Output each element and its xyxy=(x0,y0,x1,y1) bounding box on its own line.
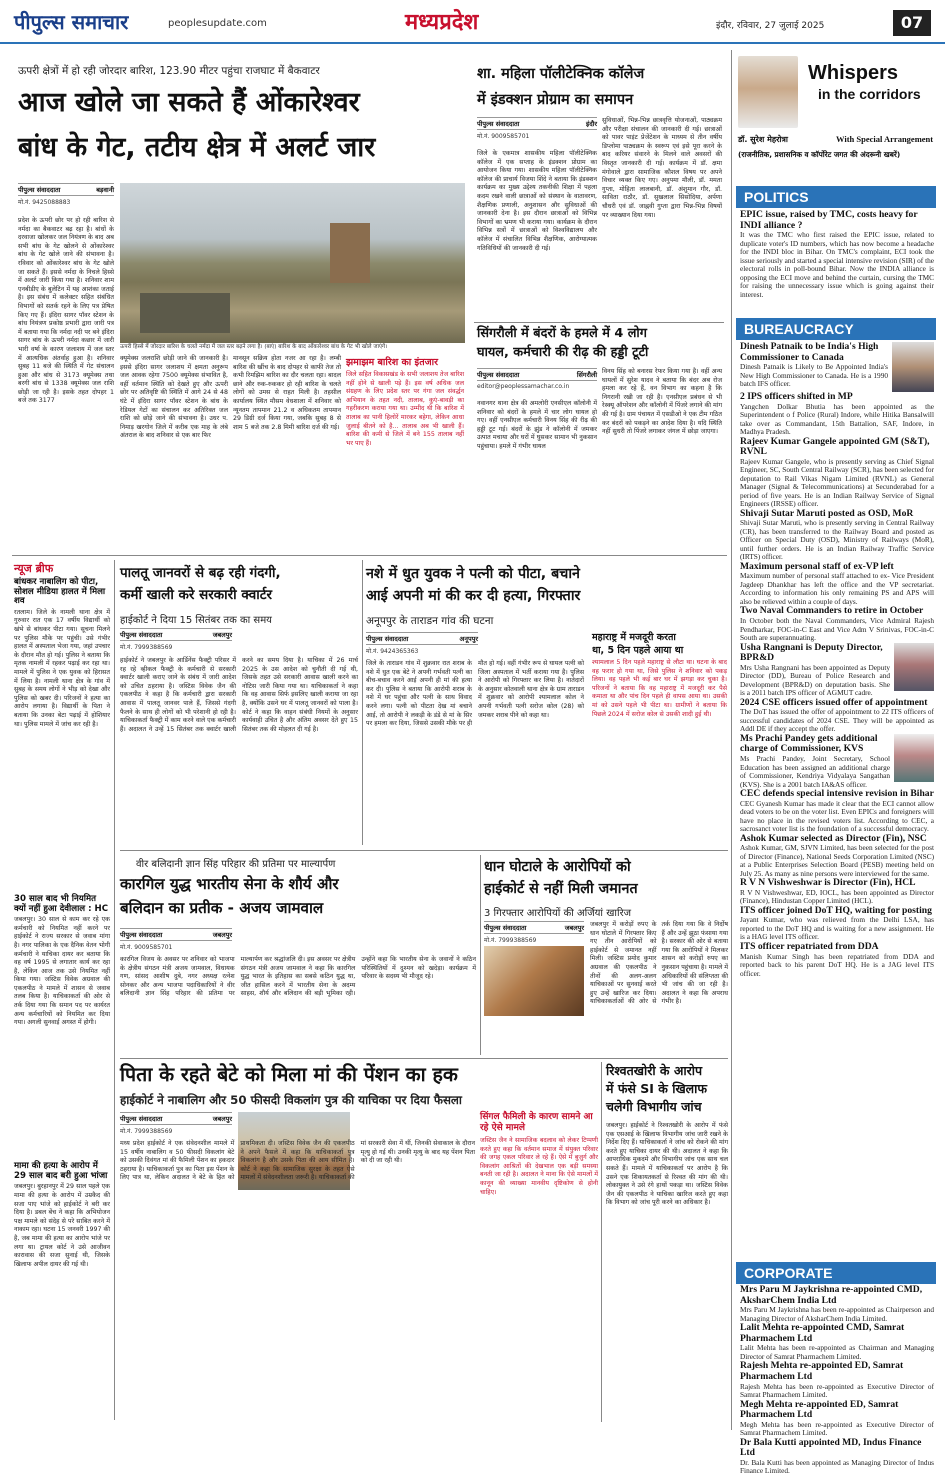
bureaucracy-item: 2024 CSE officers issued offer of appointment The DoT has issued the offer of appointment to 22 ITS officers of successful candidates of 2024 CSE. They will be appointed as Addl DE if they accept the offer. xyxy=(740,696,934,734)
bureaucracy-item: CEC defends special intensive revision in Bihar CEC Gyanesh Kumar has made it clear that the ECI cannot allow dead voters to be on the voter list. Even EPICs and foreigners will have no place in the revised voters list. According to CEC, a sacrosanct voter list is the foundation of a successful democracy. xyxy=(740,788,934,834)
masthead xyxy=(0,0,945,44)
whispers-title-1: Whispers xyxy=(808,62,899,84)
politics-list xyxy=(740,210,934,310)
whispers-header xyxy=(736,50,936,180)
drunk-side-headline-1: महाराष्ट्र में मजदूरी करता xyxy=(592,632,676,643)
byline: पीपुल्स संवाददाता बड़वानी xyxy=(18,183,114,196)
pets-byline-block: पीपुल्स संवाददाता जबलपुर मो.नं. 7999388569 xyxy=(120,628,232,653)
bureaucracy-item: ITS officer joined DoT HQ, waiting for posting Jayant Kumar, who was relieved from the Delhi LSA, has reported to the DoT HQ and is waiting for a new assignment. He is a HAG level ITS officer. xyxy=(740,904,934,942)
gavel-photo xyxy=(484,946,584,1016)
drunk-headline-1: नशे में धुत युवक ने पत्नी को पीटा, बचाने xyxy=(366,566,580,582)
temple-shape xyxy=(330,223,370,283)
pension-subhead: हाईकोर्ट ने नाबालिग और 50 फीसदी विकलांग पुत्र की याचिका पर दिया फैसला xyxy=(120,1093,462,1107)
scam-headline-1: धान घोटाले के आरोपियों को xyxy=(484,859,631,875)
martyr-byline-block: पीपुल्स संवाददाता जबलपुर मो.नं. 9009585701 xyxy=(120,928,232,953)
poly-headline-2: में इंडक्शन प्रोग्राम का समापन xyxy=(477,92,634,108)
poly-headline-1: शा. महिला पॉलीटेक्निक कॉलेज xyxy=(477,66,645,82)
martyr-top: वीर बलिदानी ज्ञान सिंह परिहार की प्रतिमा पर माल्यार्पण xyxy=(136,859,336,870)
drunk-byline-block: पीपुल्स संवाददाता अनूपपुर मो.नं. 9424365363 xyxy=(366,632,478,657)
pension-headline: पिता के रहते बेटे को मिला मां की पेंशन का हक xyxy=(120,1063,458,1086)
bureaucracy-item: ITS officer repatriated from DDA Manish Kumar Singh has been repatriated from DDA and reported back to his parent DoT HQ. He is a JAG level ITS officer. xyxy=(740,940,934,978)
rain-box xyxy=(346,355,464,547)
drunk-subhead: अनूपपुर के ताराडन गांव की घटना xyxy=(366,615,494,627)
pension-byline-block: पीपुल्स संवाददाता जबलपुर मो.नं. 7999388569 xyxy=(120,1112,232,1137)
drunk-sidebar xyxy=(592,630,727,845)
bureaucracy-item: Rajeev Kumar Gangele appointed GM (S&T), RVNL Rajeev Kumar Gangele, who is presently serving as Chief Signal Engineer, SC, South Central Railway (SCR), has been selected for deputation to Rail Vikas Nigam Limited (RVNL) as General Manager (Signal & Telecommunications) at Secunderabad for a period of five years. He is an Indian Railway Service of Signal Engineers (IRSSE) officer. xyxy=(740,435,934,509)
poly-col1: जिले के एकमात्र शासकीय महिला पॉलीटेक्निक कॉलेज में एक सप्ताह के इंडक्शन प्रोग्राम का आयोजन किया गया। शासकीय महिला पॉलीटेक्निक कॉलेज की प्राचार्य विजया शिंदे ने बताया कि इंडक्शन कार्यक्रम का मुख्य उद्देश्य तकनीकी शिक्षा में पहला कदम रखने वाली छात्राओं को संस्थान के वातावरण, शैक्षणिक प्रणाली, अनुशासन और सुविधाओं की जानकारी देना है। इस दौरान छात्राओं को विभिन्न विभागों का भ्रमण भी कराया गया। कार्यक्रम के दौरान विभिन्न सत्रों में छात्राओं को विश्वविद्यालय और कॉलेज में संचालित विभिन्न शैक्षणिक, आरोग्यात्मक गतिविधियों की जानकारी दी गई। xyxy=(477,150,597,252)
lead-body-col2: क्यूमेक्स जलराशि छोड़ी जाने की जानकारी है। इससे इंदिरा सागर जलाशय में क्षमता अनुरूप जल आवक रहेगा 7500 क्यूमेक्स संभावित है, वहीं वर्तमान स्थिति को देखते हुए और ऊपरी छोर पर अतिवृष्टि की स्थिति में आगे 24 से 48 घंटे में इंदिरा सागर पॉवर स्टेशन के बांध के रेडियल गेटों का संचालन कर अतिरिक्त जल राशि को छोड़े जाने की संभावना है। उधर प. निमाड़ खरगोन जिले में करीब एक माह के लंबे अंतराल के बाद शनिवार से एक बार फिर xyxy=(120,355,228,440)
newsbrief-label: न्यूज ब्रीफ xyxy=(14,562,54,575)
scam-byline-block: पीपुल्स संवाददाता जबलपुर मो.नं. 7999388569 xyxy=(484,921,584,946)
brief-headline-3: मामा की हत्या के आरोप में 29 साल बाद बरी हुआ भांजा xyxy=(14,1161,108,1181)
officer-photo xyxy=(894,643,934,691)
dateline: इंदौर, रविवार, 27 जुलाई 2025 xyxy=(716,21,825,31)
lead-headline-2: बांध के गेट, तटीय क्षेत्र में अलर्ट जार xyxy=(18,132,376,163)
corporate-item: Rajesh Mehta re-appointed ED, Samrat Pharmachem Ltd Rajesh Mehta has been re-appointed as Executive Director of Samrat Pharmachem Limited. xyxy=(740,1360,934,1400)
mobile: मो.नं. 9425088883 xyxy=(18,199,71,206)
bribe-headline-3: चलेगी विभागीय जांच xyxy=(606,1099,702,1114)
brief-headline-1: बांधकर नाबालिग को पीटा, सोशल मीडिया हालत में मिला शव xyxy=(14,577,106,607)
whispers-special: With Special Arrangement xyxy=(836,134,934,144)
corporate-item: Mrs Paru M Jaykrishna re-appointed CMD, AksharChem India Ltd Mrs Paru M Jaykrishna has been re-appointed as Chairperson and Managing Director of AksharChem India Limited. xyxy=(740,1284,934,1323)
politics-label: POLITICS xyxy=(736,186,936,208)
bureaucracy-item: Shivaji Sutar Maruti posted as OSD, MoR Shivaji Sutar Maruti, who is presently serving in Central Railway (CR), has been transferred to the Railway Board and posted as Officer on Special Duty (OSD), Ministry of Railways (MoR), until further orders. He is an Indian Railway Traffic Service (IRTS) officer. xyxy=(740,507,934,562)
pension-box xyxy=(480,1112,598,1422)
whispers-tagline: (राजनीतिक, प्रशासनिक व कॉर्पोरेट जगत की अंदरूनी खबरें) xyxy=(738,150,901,159)
page-number: 07 xyxy=(893,10,931,36)
bureaucracy-item: Two Naval Commanders to retire in October In October both the Naval Commanders, Vice Admiral Rajesh Pendharkar, FOC-in-C East and Vice Adm V Srinivas, FOC-in-C South are superannuating. xyxy=(740,605,934,643)
author-photo xyxy=(738,56,798,128)
corporate-item: Dr Bala Kutti appointed MD, Indus Finance Ltd Dr. Bala Kutti has been appointed as Managing Director of Indus Finance Limited. xyxy=(740,1436,934,1476)
bureaucracy-item: Maximum personal staff of ex-VP left Maximum number of personal staff attached to ex- Vice President Jagdeep Dhankhar has left the office and the VP secretariat. According to information his only remaining PS and APS will also be relieved within a couple of days. xyxy=(740,560,934,606)
drunk-headline-2: आई अपनी मां की कर दी हत्या, गिरफ्तार xyxy=(366,588,581,604)
lead-photo xyxy=(120,183,465,343)
lead-body-col1: प्रदेश के ऊपरी छोर पर हो रही बारिश से नर्मदा का बैकवाटर बढ़ रहा है। बांधों के दरवाजा खोलकर जल नियंत्रण के बाद अब सभी बांध के गेट खोलने से ओंकारेश्वर बांध के गेट खोले जाने की संभावना है। रविवार को ओंकारेश्वर बांध के गेट खोले जा सकते हैं। इससे नर्मदा के निचले हिस्से में अलर्ट जारी किया गया है। शनिवार शाम एनबीडीए के बुलेटिन में यह आशंका जताई है। इस संबंध में कलेक्टर सहित संबंधित विभागों को सतर्क रहने के लिए पत्र प्रेषित किए गए हैं। इंदिरा सागर पॉवर स्टेशन के बांध नियंत्रण प्रकोष्ठ प्रभारी द्वारा जारी पत्र में बताया गया कि नर्मदा नदी पर बने इंदिरा सागर बांध के ऊपरी नर्मदा कछार में जारी भारी वर्षा के कारण जलाशय में जल स्तर में आत्यधिक अंतर्वाह हुआ है। शनिवार सुबह 11 बजे की स्थिति में गेट संचालन हुआ और बांध से 3173 क्यूमेक्स तथा बरगी बांध से 1338 क्यूमेक्स जल राशि छोड़ी जा रही है। इसके तहत दोपहर 1 बजे तक 3177 xyxy=(18,217,114,405)
politics-item-text: It was the TMC who first raised the EPIC issue, related to duplicate voter's ID numbers, which has now become a headache for the INDI bloc in Bihar. On TMC's complaint, ECI took the issue seriously and started a special intensive revision (SIR) of the electoral rolls in poll-bound Bihar. Now the INDIA alliance is opposing the ECI move and behind the curtain, cursing the TMC for raising the unnecessary issue which is going against their interest. xyxy=(740,230,934,299)
section-title: मध्यप्रदेश xyxy=(405,10,479,35)
monkey-col2: विनय सिंह को बनारस रेफर किया गया है। वहीं अन्य घायलों में सुरेश यादव ने बताया कि बंदर अब रोज हमला कर रहे हैं, वन विभाग का कहना है कि निगरानी रखी जा रही है। एनसीएल प्रबंधन से भी रेस्क्यू ऑपरेशन और कॉलोनी में पिंजरे लगाने की मांग की गई है। ग्राम पंचायत में एसडीओ ने एक टीम गठित कर बंदरों को पकड़ने का आदेश दिया है। यदि स्थिति नहीं सुधरी तो पिंजरे लगाकर जंगल में छोड़ा जाएगा। xyxy=(602,368,722,436)
corporate-label: CORPORATE xyxy=(736,1262,936,1284)
brief-text-1: रतलाम। जिले के नामली थाना क्षेत्र में गुरुवार रात एक 17 वर्षीय विद्यार्थी को खंभे से बांधकर पीटा गया। सूचना मिलने पर पुलिस मौके पर पहुंची। उसे गंभीर हालत में अस्पताल भेजा गया, जहां उपचार के दौरान मौत हो गई। पुलिस ने बताया कि मृतक नामली में रहकर पढ़ाई कर रहा था। मामले में पुलिस ने एक युवक को हिरासत में लिया है। नामली थाना क्षेत्र के गांव में सुबह के समय लोगों ने भीड़ को देखा और पुलिस को खबर दी। परिजनों ने हत्या का आरोप लगाया है। विद्यार्थी के पिता ने बताया कि उनका बेटा पढ़ाई में होशियार था। पुलिस मामले में जांच कर रही है। xyxy=(14,608,110,728)
pension-body: मध्य प्रदेश हाईकोर्ट ने एक संवेदनशील मामले में 15 वर्षीय नाबालिग व 50 फीसदी विकलांग बेटे को उसकी दिवंगत मां की फैमिली पेंशन का हकदार ठहराया है। याचिकाकर्ता पुत्र का पिता इस पेंशन के लिए पात्र था, लेकिन अदालत ने बेटे के हित को प्राथमिकता दी। जस्टिस विवेक जैन की एकलपीठ ने अपने फैसले में कहा कि याचिकाकर्ता पुत्र विकलांग है और उसके पिता की आय सीमित है। कोर्ट ने कहा कि सामाजिक सुरक्षा के तहत ऐसे मामलों में संवेदनशीलता जरूरी है। याचिकाकर्ता की मां सरकारी सेवा में थीं, जिनकी सेवाकाल के दौरान मृत्यु हो गई थी। उनकी मृत्यु के बाद यह पेंशन पिता को दी जा रही थी। xyxy=(120,1140,475,1182)
lead-kicker: ऊपरी क्षेत्रों में हो रही जोरदार बारिश, 123.90 मीटर पहुंचा राजघाट में बैकवाटर xyxy=(18,65,320,77)
pension-box-body: जस्टिस जैन ने सामाजिक बदलाव को लेकर टिप्पणी करते हुए कहा कि वर्तमान समाज में संयुक्त परिवार की जगह एकल परिवार ले रहे हैं। ऐसे में बुजुर्ग और विकलांग आश्रितों की देखभाल एक बड़ी समस्या बनती जा रही है। अदालत ने माना कि ऐसे मामलों में कानून की व्याख्या मानवीय दृष्टिकोण से होनी चाहिए। xyxy=(480,1137,598,1196)
lead-body-col3: मानसून सक्रिय होता नजर आ रहा है। लम्बी बारिश की खींच के बाद दोपहर से काफी तेज तो कभी रिमझिम बारिश का दौर चलता रहा। बादल छाने और रुक-रुककर हो रही बारिश के चलते लोगों को उमस से राहत मिली है। तहसील कार्यालय स्थित मौसम वेधशाला में शनिवार को न्यूनतम तापमान 21.2 व अधिकतम तापमान 29 डिग्री दर्ज किया गया, जबकि सुबह 8 से शाम 5 बजे तक 2.8 मिमी बारिश दर्ज की गई। xyxy=(233,355,341,431)
pets-body: हाईकोर्ट ने जबलपुर के आर्डिनेंस फैक्ट्री परिसर में रह रहे व्हीकल फैक्ट्री के कर्मचारी से सरकारी क्वार्टर खाली कराए जाने के संबंध में जारी आदेश को उचित ठहराया है। जस्टिस विवेक जैन की एकलपीठ ने कहा है कि कर्मचारी द्वारा सरकारी आवास में पालतू जानवर पाले हैं, जिससे गंदगी फैलने के साथ ही लोगों को भी परेशानी हो रही है। याचिकाकर्ता फैक्ट्री में काम करने वाले एक कर्मचारी हैं। अदालत ने उन्हें 15 सितंबर तक क्वार्टर खाली करने का समय दिया है। याचिका में 26 मार्च 2025 के उस आदेश को चुनौती दी गई थी, जिसके तहत उसे सरकारी आवास खाली करने का नोटिस जारी किया गया था। याचिकाकर्ता ने कहा कि वह आवास सिर्फ इसलिए खाली कराया जा रहा है, क्योंकि उसने घर में पालतू जानवरों को पाला है। कोर्ट ने कहा कि वाहन संबंधी नियमों के अनुसार कार्यवाही उचित है और अंतिम अवसर देते हुए 15 सितंबर तक की मोहलत दी गई है। xyxy=(120,657,358,733)
lead-byline-block xyxy=(18,183,114,208)
bureaucracy-item: Ashok Kumar selected as Director (Fin), NSC Ashok Kumar, GM, SJVN Limited, has been selected for the post of Director (Finance), National Seeds Corporation Limited (NSC) at a Public Enterprises Selection Board (PESB) meeting held on July 25. As many as nine persons were interviewed for the same. xyxy=(740,832,934,878)
drunk-side-text: श्यामलाल 5 दिन पहले महाराष्ट्र से लौटा था। घटना के बाद वह फरार हो गया था, जिसे पुलिस ने शनिवार को पकड़ लिया। वह पहले भी कई बार घर में झगड़ा कर चुका है। परिजनों ने बताया कि वह महाराष्ट्र में मजदूरी कर पैसे कमाता था और पांच दिन पहले ही वापस आया था। उसकी मां को उसने पहले भी पीटा था। ग्रामीणों ने बताया कि पिछले 2024 में सरोज कोल से उसकी शादी हुई थी। xyxy=(592,659,727,718)
monkey-col1: नवानगर थाना क्षेत्र की अमलोरी एनसीएल कॉलोनी में शनिवार को बंदरों के हमले में चार लोग घायल हो गए। वहीं एनसीएल कर्मचारी विनय सिंह की रीढ़ की हड्डी टूट गई। बंदरों के झुंड ने कॉलोनी में जमकर उत्पात मचाया और घरों में घुसकर सामान भी नुकसान पहुंचाया। हमले में गंभीर घायल xyxy=(477,400,597,450)
politics-item-headline: EPIC issue, raised by TMC, costs heavy for INDI alliance ? xyxy=(740,209,918,231)
poly-byline-block: पीपुल्स संवाददाता इंदौर मो.नं. 9009585701 xyxy=(477,117,597,142)
scam-body: जबलपुर में करोड़ों रुपए के धान घोटाले में गिरफ्तार किए गए तीन आरोपियों को हाईकोर्ट से जमानत नहीं मिली। जस्टिस प्रमोद कुमार अग्रवाल की एकलपीठ ने तीनों की अलग-अलग याचिकाओं पर सुनवाई करते हुए उन्हें खारिज कर दिया। याचिकाकर्ताओं की ओर से तर्क दिया गया कि वे निर्दोष हैं और उन्हें झूठा फंसाया गया है। सरकार की ओर से बताया गया कि आरोपियों ने मिलकर शासन को करोड़ों रुपए का नुकसान पहुंचाया है। मामले में अधिकारियों की संलिप्तता की भी जांच की जा रही है। अदालत ने कहा कि अपराध गंभीर है। xyxy=(590,921,728,1006)
bribe-headline-2: में फंसे SI के खिलाफ xyxy=(606,1081,708,1096)
corporate-item: Megh Mehta re-appointed ED, Samrat Pharmachem Ltd Megh Mehta has been re-appointed as Executive Director of Samrat Pharmachem Limited. xyxy=(740,1398,934,1438)
martyr-headline-2: बलिदान का प्रतीक - अजय जामवाल xyxy=(120,899,324,917)
bureaucracy-item: Usha Rangnani is Deputy Director, BPR&D Mrs Usha Rangnani has been appointed as Deputy Director (DD), Bureau of Police Research and Development (BPR&D) on deputation basis. She is a 2011 batch IPS officer of AGMUT cadre. xyxy=(740,643,934,698)
pension-box-title: सिंगल फैमिली के कारण सामने आ रहे ऐसे मामले xyxy=(480,1112,593,1133)
brief-text-2: जबलपुर। 30 साल से काम कर रहे एक कर्मचारी को नियमित नहीं करने पर हाईकोर्ट ने राज्य सरकार से जवाब मांगा है। नगर पालिका के एक दैनिक वेतन भोगी कर्मचारी ने याचिका दायर कर बताया कि वह वर्ष 1995 से लगातार कार्य कर रहा है, लेकिन आज तक उसे नियमित नहीं किया गया। जस्टिस विवेक अग्रवाल की एकलपीठ ने मामले में शासन से जवाब तलब किया है। याचिकाकर्ता की ओर से तर्क दिया गया कि समान पद पर कार्यरत अन्य कर्मचारियों को नियमित कर दिया गया। अगली सुनवाई अगस्त में होगी। xyxy=(14,916,110,1027)
whispers-author: डॉ. सुरेश मेहरोत्रा xyxy=(738,135,788,144)
pets-subhead: हाईकोर्ट ने दिया 15 सितंबर तक का समय xyxy=(120,615,272,626)
scam-headline-2: हाईकोर्ट से नहीं मिली जमानत xyxy=(484,881,638,897)
rain-box-body: जिले सहित विकासखंड के सभी जलाशय तेज बारिश नहीं होने से खाली पड़े हैं। इस वर्ष अधिक जल संग्रहण के लिए प्रदेश स्तर पर गंगा जल संवर्द्धन अभियान के तहत नदी, तालाब, कुएं-बावड़ी का गहरीकरण कराया गया था। उम्मीद थी कि बारिश में तालाब का पानी हिलोरें मारकर बहेगा, लेकिन आधा जुलाई बीतने को है... तालाब अब भी खाली हैं। बारिश की कमी से जिले में बने 155 तालाब नहीं भर पाए हैं। xyxy=(346,371,464,447)
site-url[interactable]: peoplesupdate.com xyxy=(168,18,267,29)
poly-col2: सुविधाओं, भिन्न-भिन्न छात्रवृत्ति योजनाओं, पाठ्यक्रम और परीक्षा संचालन की जानकारी दी गई। छात्राओं को पावर पाइंट प्रेजेंटेशन के माध्यम से तीन वर्षीय डिप्लोमा पाठ्यक्रम के स्वरूप एवं इसे पूरा करने के बाद करियर संवारने के मिलने वाले अवसरों की विस्तृत जानकारी दी गई। कार्यक्रम में डॉ. क्षमा मंगोवाले द्वारा सामाजिक कौशल विषय पर अपने विचार व्यक्त किए गए। अनुपमा मौली, डॉ. ममता गुप्ता, मोहिता लालबानी, डॉ. अंशुमान गौर, डॉ. साविता राठौर, डॉ. सुखलाल सिसोदिया, अर्पणा चौधरी एवं डॉ. जाह्नवी गुप्ता द्वारा भिन्न-भिन्न विषयों पर व्याख्यान दिया गया। xyxy=(602,117,722,219)
bribe-body: जबलपुर। हाईकोर्ट ने रिश्वतखोरी के आरोप में फंसे एक एसआई के खिलाफ विभागीय जांच जारी रखने के निर्देश दिए हैं। याचिकाकर्ता ने जांच को रोकने की मांग करते हुए याचिका दायर की थी। अदालत ने कहा कि आपराधिक मुकदमे और विभागीय जांच एक साथ चल सकते हैं। मामले में याचिकाकर्ता पर आरोप है कि उसने एक शिकायतकर्ता से रिश्वत की मांग की थी। लोकायुक्त ने उसे रंगे हाथों पकड़ा था। जस्टिस विवेक जैन की एकलपीठ ने याचिका खारिज करते हुए कहा कि विभाग को जांच पूरी करने का अधिकार है। xyxy=(606,1122,728,1207)
pets-headline-1: पालतू जानवरों से बढ़ रही गंदगी, xyxy=(120,565,281,581)
whispers-title-2: in the corridors xyxy=(818,86,921,102)
martyr-headline-1: कारगिल युद्ध भारतीय सेना के शौर्य और xyxy=(120,875,339,893)
monkey-headline-1: सिंगरौली में बंदरों के हमले में 4 लोग xyxy=(477,326,647,341)
corporate-list xyxy=(740,1284,934,1476)
drunk-side-headline-2: था, 5 दिन पहले आया था xyxy=(592,645,684,656)
monkey-byline-block: पीपुल्स संवाददाता सिंगरौली editor@peoplessamachar.co.in xyxy=(477,368,597,392)
bureaucracy-list xyxy=(740,342,934,1254)
bureaucracy-item: R V N Vishweshwar is Director (Fin), HCL R V N Vishweshwar, ED, IOCL, has been appointed as Director (Finance), Hindustan Copper Limited (HCL). xyxy=(740,877,934,906)
ghat-steps xyxy=(140,293,230,333)
officer-photo xyxy=(892,342,934,392)
corporate-item: Lalit Mehta re-appointed CMD, Samrat Pharmachem Ltd Lalit Mehta has been re-appointed as Chairman and Managing Director of Samrat Pharmachem Limited. xyxy=(740,1322,934,1361)
drunk-body: जिले के ताराडन गांव में शुक्रवार रात शराब के नशे में धुत एक बेटे ने अपनी गर्भवती पत्नी का बीच-बचाव करने आई अपनी ही मां की हत्या कर दी। पुलिस ने बताया कि आरोपी शराब के नशे में घर पहुंचा और पत्नी के साथ विवाद करने लगा। पत्नी को पीटता देख मां बचाने आई, तो आरोपी ने लकड़ी के डंडे से मां के सिर पर हमला कर दिया, जिससे उसकी मौके पर ही मौत हो गई। वहीं गंभीर रूप से घायल पत्नी को जिला अस्पताल में भर्ती कराया गया है। पुलिस ने आरोपी को गिरफ्तार कर लिया है। नातेदारों के अनुसार कोतवाली थाना क्षेत्र के ग्राम ताराडन में शुक्रवार को आरोपी श्यामलाल कोल ने अपनी गर्भवती पत्नी सरोज कोल (28) को जमकर शराब पीने को कहा था। xyxy=(366,660,584,728)
newspaper-logo: पीपुल्स समाचार xyxy=(14,10,129,34)
bureaucracy-item: Dinesh Patnaik to be India's High Commissioner to Canada Dinesh Patnaik is Likely to Be Appointed India's New High Commissioner to Canada. He is a 1990 batch IFS officer. xyxy=(740,342,934,392)
scam-subhead: 3 गिरफ्तार आरोपियों की अर्जियां खारिज xyxy=(484,908,632,919)
lead-headline-1: आज खोले जा सकते हैं ओंकारेश्वर xyxy=(18,87,360,118)
bureaucracy-label: BUREAUCRACY xyxy=(736,318,936,340)
bureaucracy-item: Ms Prachi Pandey gets additional charge of Commissioner, KVS Ms Prachi Pandey, Joint Secretary, School Education has been assigned an additional charge of Commissioner, Kendriya Vidyalaya Sangathan (KVS). She is a 2001 batch IA&AS officer. xyxy=(740,734,934,789)
lead-photo-caption: ऊपरी हिस्से में जोरदार बारिश के चलते नर्मदा में जल स्तर बढ़ने लगा है। (बाएं) बारिश के बाद ओंकारेश्वर बांध के गेट भी खोले जाएंगे। xyxy=(120,344,388,350)
bribe-headline-1: रिश्वतखोरी के आरोप xyxy=(606,1063,703,1078)
pets-headline-2: कर्मी खाली करे सरकारी क्वार्टर xyxy=(120,587,273,603)
officer-photo xyxy=(894,734,934,782)
martyr-body: कारगिल विजय के अवसर पर शनिवार को भाजपा के क्षेत्रीय संगठन मंत्री अजय जामवाल, विधायक गण, सांसद आशीष दुबे, नगर अध्यक्ष रत्नेश सोनकर और अन्य भाजपा पदाधिकारियों ने वीर बलिदानी ज्ञान सिंह परिहार की प्रतिमा पर माल्यार्पण कर श्रद्धांजलि दी। इस अवसर पर क्षेत्रीय संगठन मंत्री अजय जामवाल ने कहा कि कारगिल युद्ध भारत के इतिहास का सबसे कठिन युद्ध था, जीत हासिल करने में भारतीय सेना के अदम्य साहस, शौर्य और बलिदान की बड़ी भूमिका रही। उन्होंने कहा कि भारतीय सेना के जवानों ने कठिन परिस्थितियों में दुश्मन को खदेड़ा। कार्यक्रम में परिवार के सदस्य भी मौजूद रहे। xyxy=(120,956,476,998)
brief-headline-2: 30 साल बाद भी नियमित क्यों नहीं हुआ देवीलाल : HC xyxy=(14,893,109,914)
newsbrief-col xyxy=(14,578,110,1425)
monkey-headline-2: घायल, कर्मचारी की रीढ़ की हड्डी टूटी xyxy=(477,345,649,360)
rain-box-title: झमाझम बारिश का इंतजार xyxy=(346,357,439,368)
bureaucracy-item: 2 IPS officers shifted in MP Yangchen Dolkar Bhutia has been appointed as the Superintendent o f Police (Rural) Indore, while Hitika Bansalwill take over as Commandant, 15th Battalion, SAF, Indore, in Madhya Pradesh. xyxy=(740,391,934,437)
brief-text-3: जबलपुर। बुरहानपुर में 29 साल पहले एक मामा की हत्या के आरोप में उम्रकैद की सजा पाए भांजे को हाईकोर्ट ने बरी कर दिया है। डबल बेंच ने कहा कि अभियोजन पक्ष मामले को संदेह से परे साबित करने में नाकाम रहा। घटना 15 जनवरी 1997 की है, जब मामा की हत्या का आरोप भांजे पर लगा था। ट्रायल कोर्ट ने उसे आजीवन कारावास की सजा सुनाई थी, जिसके खिलाफ अपील दायर की गई थी। xyxy=(14,1183,110,1268)
